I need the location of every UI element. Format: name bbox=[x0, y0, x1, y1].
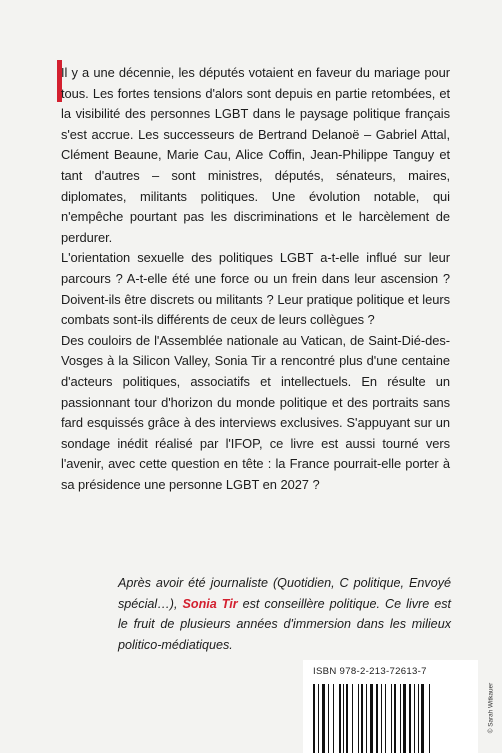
barcode-stripe bbox=[370, 684, 373, 753]
barcode-stripe bbox=[376, 684, 378, 753]
barcode-stripe bbox=[358, 684, 359, 753]
barcode-stripe bbox=[394, 684, 396, 753]
barcode-stripe bbox=[343, 684, 344, 753]
photo-credit bbox=[482, 668, 500, 748]
author-bio bbox=[118, 573, 451, 655]
barcode-stripe bbox=[346, 684, 348, 753]
barcode-stripe bbox=[322, 684, 325, 753]
barcode-stripe bbox=[409, 684, 411, 753]
barcode-stripe bbox=[385, 684, 386, 753]
barcode-stripe bbox=[361, 684, 363, 753]
barcode-stripe bbox=[400, 684, 401, 753]
barcode-stripe bbox=[421, 684, 424, 753]
blurb-paragraph: Il y a une décennie, les députés votaient en faveur du mariage pour tous. Les fortes tensions d'alors sont depuis en partie retombées, et la visibilité des personnes LGBT dans le paysage politique français s'est accrue. Les successeurs de Bertrand Delanoë – Gabriel Attal, Clément Beaune, Marie Cau, Alice Coffin, Jean-Philippe Tanguy et tant d'autres – sont ministres, députés, sénateurs, maires, diplomates, militants politiques. Une évolution notable, qui n'empêche pourtant pas les discriminations et le harcèlement de perdurer. bbox=[61, 65, 450, 245]
barcode-stripe bbox=[414, 684, 415, 753]
blurb bbox=[61, 63, 450, 495]
blurb-paragraph: L'orientation sexuelle des politiques LGBT a-t-elle influé sur leur parcours ? A-t-elle été une force ou un frein dans leur ascension ? Doivent-ils être discrets ou militants ? Leur pratique politique et leurs combats sont-ils différents de ceux de leurs collègues ? bbox=[61, 250, 450, 328]
bio-text-start: Après avoir été journaliste (Quotidien, C politique, Envoyé spécial…), bbox=[118, 576, 451, 611]
barcode-stripe bbox=[313, 684, 315, 753]
barcode-stripe bbox=[333, 684, 334, 753]
barcode-stripe bbox=[366, 684, 367, 753]
barcode-stripe bbox=[381, 684, 382, 753]
photo-credit-text: © Sarah Witkauer bbox=[487, 682, 495, 734]
barcode-stripe bbox=[391, 684, 392, 753]
isbn-label: ISBN 978-2-213-72613-7 bbox=[313, 666, 427, 677]
barcode-box bbox=[303, 660, 478, 753]
barcode-stripe bbox=[418, 684, 419, 753]
barcode-stripe bbox=[403, 684, 406, 753]
barcode bbox=[313, 684, 463, 753]
barcode-stripe bbox=[429, 684, 430, 753]
author-name: Sonia Tir bbox=[182, 596, 238, 611]
barcode-stripe bbox=[352, 684, 353, 753]
bio-text-end: est conseillère politique. Ce livre est le fruit de plusieurs années d'immersion dans les milieux politico-médiatiques. bbox=[118, 596, 451, 652]
barcode-stripe bbox=[328, 684, 329, 753]
barcode-stripe bbox=[318, 684, 319, 753]
blurb-paragraph: Des couloirs de l'Assemblée nationale au Vatican, de Saint-Dié-des-Vosges à la Silicon Valley, Sonia Tir a rencontré plus d'une centaine d'acteurs politiques, associatifs et intellectuels. En résulte un passionnant tour d'horizon du monde politique et des portraits sans fard esquissés grâce à des interviews exclusives. S'appuyant sur un sondage inédit réalisé par l'IFOP, ce livre est aussi tourné vers l'avenir, avec cette question en tête : la France pourrait-elle porter à sa présidence une personne LGBT en 2027 ? bbox=[61, 332, 450, 492]
barcode-stripe bbox=[339, 684, 341, 753]
